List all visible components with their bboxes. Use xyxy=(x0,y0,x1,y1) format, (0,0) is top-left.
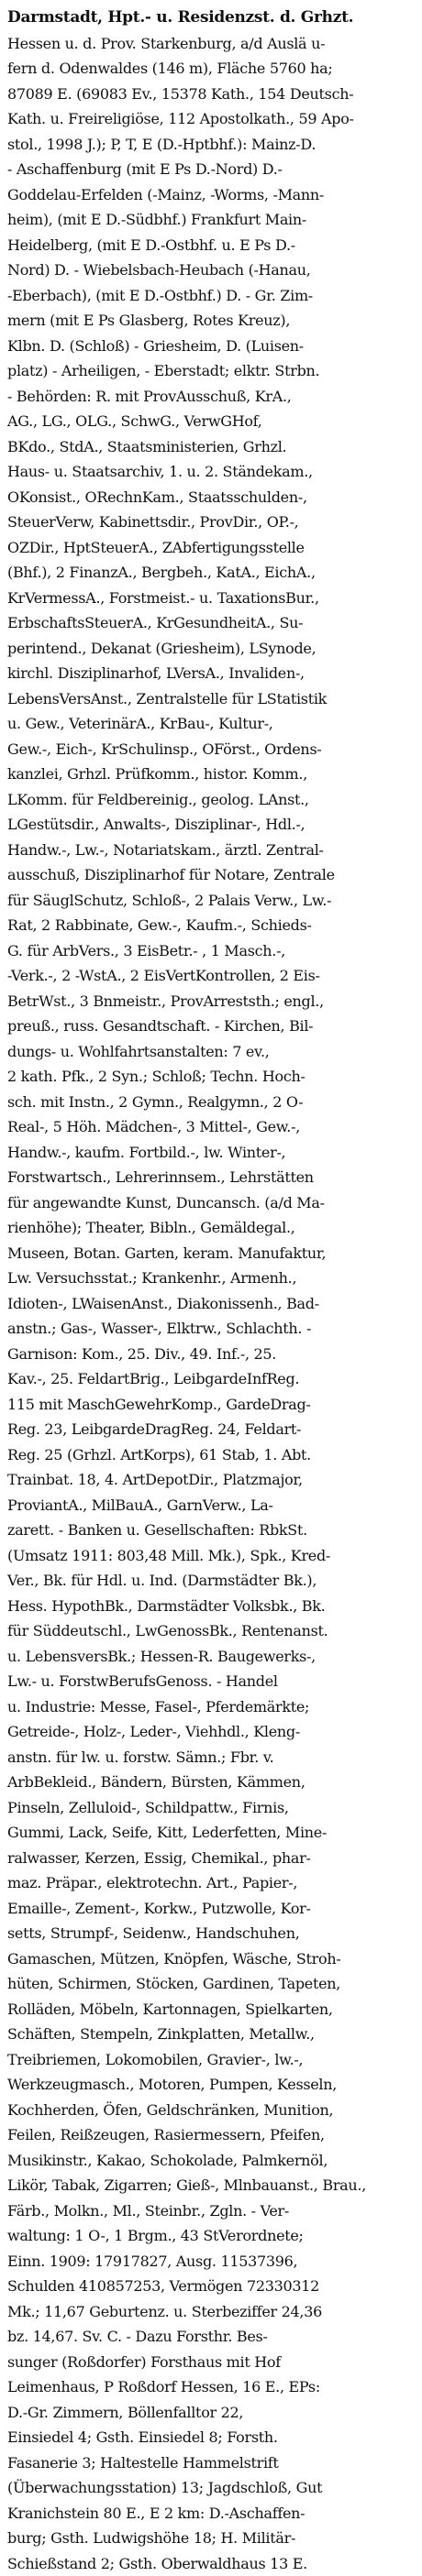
entry-text-line: Reg. 25 (Grhzl. ArtKorps), 61 Stab, 1. Abt. xyxy=(7,1442,415,1468)
entry-text-line: Nord) D. - Wiebelsbach-Heubach (-Hanau, xyxy=(7,258,415,283)
entry-text-line: heim), (mit E D.-Südbhf.) Frankfurt Main- xyxy=(7,207,415,233)
entry-text-line: (Überwachungsstation) 13; Jagdschloß, Gut xyxy=(7,2475,415,2501)
entry-text-line: Gamaschen, Mützen, Knöpfen, Wäsche, Stroh- xyxy=(7,1946,415,1972)
entry-text-line: dungs- u. Wohlfahrtsanstalten: 7 ev., xyxy=(7,1039,415,1065)
entry-text-line: 115 mit MaschGewehrKomp., GardeDrag- xyxy=(7,1392,415,1418)
entry-text-line: anstn. für lw. u. forstw. Sämn.; Fbr. v. xyxy=(7,1745,415,1770)
entry-text-line: Treibriemen, Lokomobilen, Gravier-, lw.-, xyxy=(7,2047,415,2073)
entry-text-line: sch. mit Instn., 2 Gymn., Realgymn., 2 O- xyxy=(7,1090,415,1115)
entry-text-line: SteuerVerw, Kabinettsdir., ProvDir., OP.-, xyxy=(7,510,415,535)
entry-text-line: LKomm. für Feldbereinig., geolog. LAnst., xyxy=(7,787,415,813)
entry-text-line: 87089 E. (69083 Ev., 15378 Kath., 154 Deutsch- xyxy=(7,82,415,107)
entry-text-line: Handw.-, Lw.-, Notariatskam., ärztl. Zentral- xyxy=(7,838,415,863)
entry-text-line: ErbschaftsSteuerA., KrGesundheitA., Su- xyxy=(7,610,415,636)
entry-text-line: u. LebensversBk.; Hessen-R. Baugewerks-, xyxy=(7,1644,415,1670)
entry-text-line: Getreide-, Holz-, Leder-, Viehhdl., Kleng- xyxy=(7,1719,415,1745)
entry-text-line: Trainbat. 18, 4. ArtDepotDir., Platzmajor, xyxy=(7,1467,415,1493)
entry-text-line: Emaille-, Zement-, Korkw., Putzwolle, Kor- xyxy=(7,1896,415,1922)
entry-text-line: (Umsatz 1911: 803,48 Mill. Mk.), Spk., Kred- xyxy=(7,1543,415,1569)
entry-text-line: BKdo., StdA., Staatsministerien, Grhzl. xyxy=(7,434,415,460)
entry-text-line: Fasanerie 3; Haltestelle Hammelstrift xyxy=(7,2450,415,2476)
entry-text-line: Garnison: Kom., 25. Div., 49. Inf.-, 25. xyxy=(7,1342,415,1367)
entry-text-line: hüten, Schirmen, Stöcken, Gardinen, Tapeten, xyxy=(7,1971,415,1997)
entry-text-line: Rolläden, Möbeln, Kartonnagen, Spielkarten, xyxy=(7,1997,415,2022)
entry-text-line: kirchl. Disziplinarhof, LVersA., Invaliden-, xyxy=(7,661,415,686)
entry-text-line: Pinseln, Zelluloid-, Schildpattw., Firnis, xyxy=(7,1795,415,1821)
entry-text-line: Kochherden, Öfen, Geldschränken, Munition, xyxy=(7,2098,415,2123)
entry-text-line: waltung: 1 O-, 1 Brgm., 43 StVerordnete; xyxy=(7,2223,415,2249)
entry-text-line: Gummi, Lack, Seife, Kitt, Lederfetten, Mine- xyxy=(7,1820,415,1846)
entry-text-line: rienhöhe); Theater, Bibln., Gemäldegal., xyxy=(7,1215,415,1241)
entry-text-line: für SäuglSchutz, Schloß-, 2 Palais Verw., Lw.- xyxy=(7,888,415,914)
entry-text-line: burg; Gsth. Ludwigshöhe 18; H. Militär- xyxy=(7,2526,415,2551)
entry-text-line: Schäften, Stempeln, Zinkplatten, Metallw., xyxy=(7,2022,415,2047)
entry-text-line: Handw.-, kaufm. Fortbild.-, lw. Winter-, xyxy=(7,1140,415,1166)
entry-text-line: Werkzeugmasch., Motoren, Pumpen, Kesseln, xyxy=(7,2072,415,2098)
entry-text-line: Klbn. D. (Schloß) - Griesheim, D. (Luisen- xyxy=(7,334,415,359)
entry-text-line: setts, Strumpf-, Seidenw., Handschuhen, xyxy=(7,1921,415,1946)
entry-text-line: 2 kath. Pfk., 2 Syn.; Schloß; Techn. Hoch- xyxy=(7,1064,415,1090)
entry-text-line: kanzlei, Grhzl. Prüfkomm., histor. Komm., xyxy=(7,762,415,787)
entry-text-line: Kav.-, 25. FeldartBrig., LeibgardeInfReg. xyxy=(7,1366,415,1392)
entry-text-line: ProviantA., MilBauA., GarnVerw., La- xyxy=(7,1493,415,1518)
entry-text-line: ralwasser, Kerzen, Essig, Chemikal., phar- xyxy=(7,1846,415,1871)
entry-text-line: ausschuß, Disziplinarhof für Notare, Zentrale xyxy=(7,862,415,888)
entry-text-line: für angewandte Kunst, Duncansch. (a/d Ma- xyxy=(7,1190,415,1216)
entry-text-line: -Verk.-, 2 -WstA., 2 EisVertKontrollen, 2 Eis- xyxy=(7,963,415,989)
entry-text-line: stol., 1998 J.); P, T, E (D.-Hptbhf.): Mainz-D. xyxy=(7,132,415,158)
entry-text-line: Real-, 5 Höh. Mädchen-, 3 Mittel-, Gew.-, xyxy=(7,1114,415,1140)
entry-text-line: Leimenhaus, P Roßdorf Hessen, 16 E., EPs: xyxy=(7,2374,415,2400)
entry-text-line: -Eberbach), (mit E D.-Ostbhf.) D. - Gr. Zim- xyxy=(7,283,415,309)
entry-text-line: Haus- u. Staatsarchiv, 1. u. 2. Ständekam., xyxy=(7,459,415,485)
entry-text-line: G. für ArbVers., 3 EisBetr.- , 1 Masch.-, xyxy=(7,938,415,964)
entry-text-line: (Bhf.), 2 FinanzA., Bergbeh., KatA., EichA., xyxy=(7,560,415,586)
entry-text-line: Heidelberg, (mit E D.-Ostbhf. u. E Ps D.- xyxy=(7,233,415,258)
entry-text-line: D.-Gr. Zimmern, Böllenfalltor 22, xyxy=(7,2400,415,2426)
entry-headline: Darmstadt, Hpt.- u. Residenzst. d. Grhzt. xyxy=(7,5,415,31)
entry-text-line: OKonsist., ORechnKam., Staatsschulden-, xyxy=(7,485,415,510)
entry-text-line: LGestütsdir., Anwalts-, Disziplinar-, Hdl.-, xyxy=(7,812,415,838)
entry-text-line: fern d. Odenwaldes (146 m), Fläche 5760 ha; xyxy=(7,56,415,82)
entry-text-line: - Behörden: R. mit ProvAusschuß, KrA., xyxy=(7,384,415,410)
entry-text-line: Schießstand 2; Gsth. Oberwaldhaus 13 E. xyxy=(7,2551,415,2576)
entry-text-line: platz) - Arheiligen, - Eberstadt; elktr. Strbn. xyxy=(7,358,415,384)
entry-text-line: Idioten-, LWaisenAnst., Diakonissenh., Bad- xyxy=(7,1291,415,1317)
entry-text-line: perintend., Dekanat (Griesheim), LSynode, xyxy=(7,636,415,662)
entry-text-line: KrVermessA., Forstmeist.- u. TaxationsBur., xyxy=(7,586,415,611)
entry-text-line: Ver., Bk. für Hdl. u. Ind. (Darmstädter Bk.), xyxy=(7,1568,415,1594)
entry-text-line: anstn.; Gas-, Wasser-, Elktrw., Schlachth. - xyxy=(7,1316,415,1342)
entry-text-line: u. Gew., VeterinärA., KrBau-, Kultur-, xyxy=(7,711,415,737)
entry-text-line: Färb., Molkn., Ml., Steinbr., Zgln. - Ver- xyxy=(7,2198,415,2224)
entry-text-line: Kath. u. Freireligiöse, 112 Apostolkath., 59 Apo- xyxy=(7,106,415,132)
entry-text-line: - Aschaffenburg (mit E Ps D.-Nord) D.- xyxy=(7,157,415,182)
entry-text-line: ArbBekleid., Bändern, Bürsten, Kämmen, xyxy=(7,1770,415,1795)
entry-text-line: sunger (Roßdorfer) Forsthaus mit Hof xyxy=(7,2350,415,2375)
entry-text-line: Lw.- u. ForstwBerufsGenoss. - Handel xyxy=(7,1669,415,1694)
entry-text-line: Einn. 1909: 17917827, Ausg. 11537396, xyxy=(7,2249,415,2275)
entry-text-line: für Süddeutschl., LwGenossBk., Rentenanst. xyxy=(7,1618,415,1644)
entry-text-line: u. Industrie: Messe, Fasel-, Pferdemärkte; xyxy=(7,1694,415,1720)
entry-text-line: LebensVersAnst., Zentralstelle für LStatistik xyxy=(7,686,415,712)
entry-text-line: Kranichstein 80 E., E 2 km: D.-Aschaffen- xyxy=(7,2501,415,2527)
entry-text-line: Museen, Botan. Garten, keram. Manufaktur, xyxy=(7,1241,415,1266)
entry-text-column xyxy=(7,5,415,2576)
entry-text-line: Musikinstr., Kakao, Schokolade, Palmkernöl, xyxy=(7,2148,415,2174)
entry-text-line: Einsiedel 4; Gsth. Einsiedel 8; Forsth. xyxy=(7,2425,415,2450)
entry-text-line: Goddelau-Erfelden (-Mainz, -Worms, -Mann- xyxy=(7,182,415,208)
entry-text-line: Forstwartsch., Lehrerinnsem., Lehrstätten xyxy=(7,1165,415,1190)
entry-text-line: Rat, 2 Rabbinate, Gew.-, Kaufm.-, Schieds- xyxy=(7,913,415,938)
entry-text-line: Lw. Versuchsstat.; Krankenhr., Armenh., xyxy=(7,1266,415,1291)
entry-text-line: zarett. - Banken u. Gesellschaften: RbkSt. xyxy=(7,1518,415,1543)
entry-text-line: Mk.; 11,67 Geburtenz. u. Sterbeziffer 24,36 xyxy=(7,2299,415,2325)
entry-text-line: OZDir., HptSteuerA., ZAbfertigungsstelle xyxy=(7,535,415,561)
entry-text-line: bz. 14,67. Sv. C. - Dazu Forsthr. Bes- xyxy=(7,2324,415,2350)
entry-text-line: Hess. HypothBk., Darmstädter Volksbk., Bk. xyxy=(7,1594,415,1619)
entry-text-line: preuß., russ. Gesandtschaft. - Kirchen, Bil- xyxy=(7,1014,415,1039)
entry-text-line: BetrWst., 3 Bnmeistr., ProvArreststh.; engl., xyxy=(7,989,415,1014)
entry-text-line: Feilen, Reißzeugen, Rasiermessern, Pfeifen, xyxy=(7,2122,415,2148)
entry-text-line: mern (mit E Ps Glasberg, Rotes Kreuz), xyxy=(7,308,415,334)
entry-text-line: Likör, Tabak, Zigarren; Gieß-, Mlnbauanst., Brau., xyxy=(7,2173,415,2198)
entry-text-line: AG., LG., OLG., SchwG., VerwGHof, xyxy=(7,409,415,434)
entry-text-line: maz. Präpar., elektrotechn. Art., Papier-, xyxy=(7,1870,415,1896)
entry-text-line: Schulden 410857253, Vermögen 72330312 xyxy=(7,2274,415,2299)
entry-text-line: Gew.-, Eich-, KrSchulinsp., OFörst., Ordens- xyxy=(7,737,415,762)
entry-text-line: Reg. 23, LeibgardeDragReg. 24, Feldart- xyxy=(7,1417,415,1442)
entry-text-line: Hessen u. d. Prov. Starkenburg, a/d Auslä u- xyxy=(7,31,415,57)
